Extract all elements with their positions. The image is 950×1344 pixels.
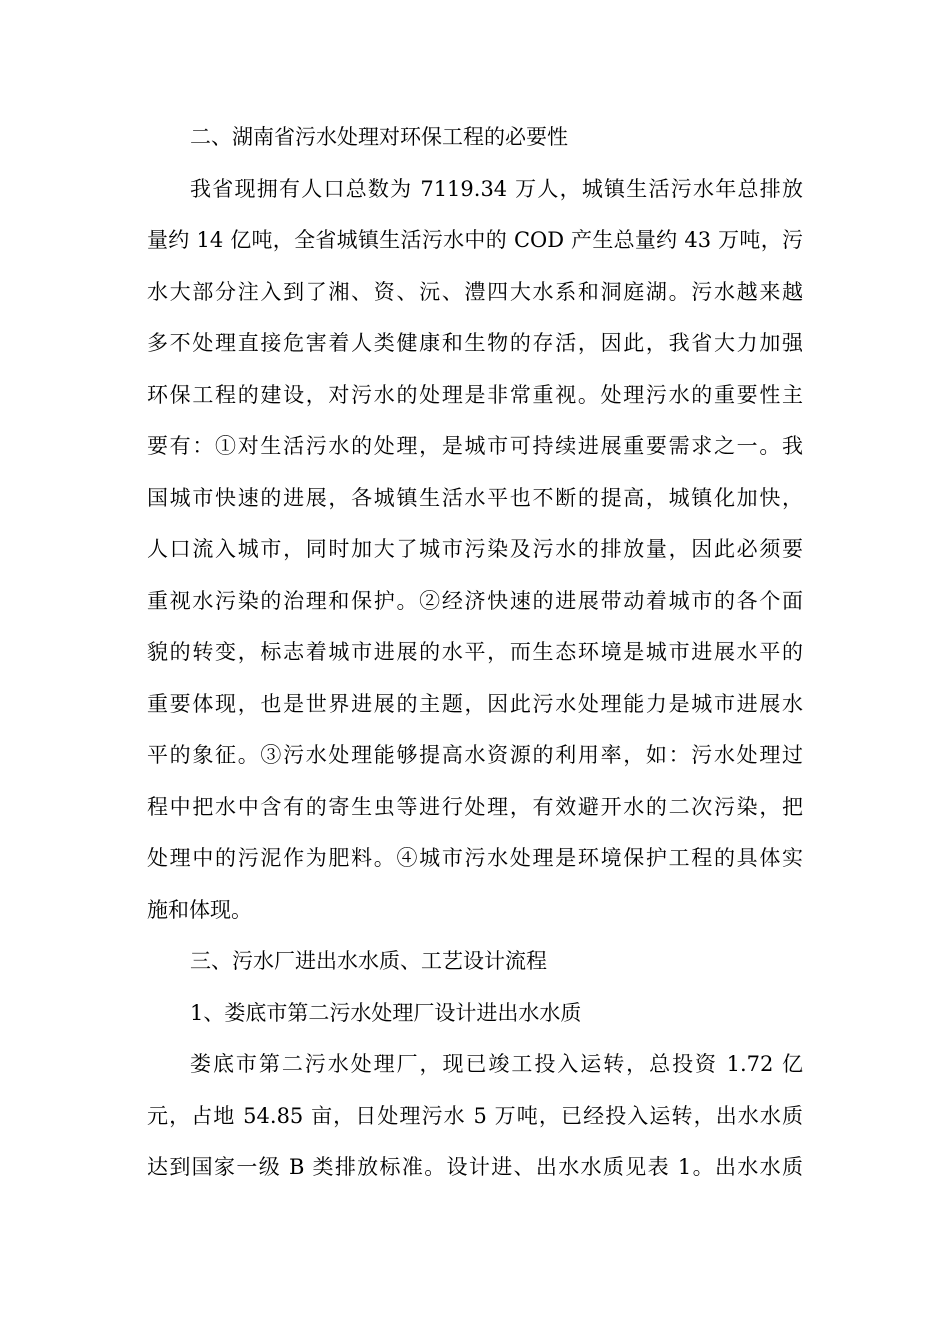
paragraph-line: 水大部分注入到了湘、资、沅、澧四大水系和洞庭湖。污水越来越 bbox=[147, 279, 803, 304]
document-body bbox=[147, 112, 803, 1194]
paragraph-line: 重要体现，也是世界进展的主题，因此污水处理能力是城市进展水 bbox=[147, 691, 803, 716]
paragraph-line: 重视水污染的治理和保护。②经济快速的进展带动着城市的各个面 bbox=[147, 588, 803, 613]
paragraph-line: 貌的转变，标志着城市进展的水平，而生态环境是城市进展水平的 bbox=[147, 640, 803, 664]
paragraph-line: 平的象征。③污水处理能够提高水资源的利用率，如：污水处理过 bbox=[147, 743, 803, 767]
paragraph-line: 施和体现。 bbox=[147, 897, 252, 922]
paragraph-line: 环保工程的建设，对污水的处理是非常重视。处理污水的重要性主 bbox=[147, 382, 803, 407]
paragraph-line: 人口流入城市，同时加大了城市污染及污水的排放量，因此必须要 bbox=[147, 537, 803, 561]
paragraph-line: 国城市快速的进展，各城镇生活水平也不断的提高，城镇化加快， bbox=[147, 485, 803, 510]
paragraph-line: 娄底市第二污水处理厂，现已竣工投入运转，总投资 1.72 亿 bbox=[190, 1052, 803, 1076]
section-heading-2: 二、湖南省污水处理对环保工程的必要性 bbox=[190, 125, 568, 149]
paragraph-line: 量约 14 亿吨，全省城镇生活污水中的 COD 产生总量约 43 万吨，污 bbox=[147, 228, 803, 252]
paragraph-line: 多不处理直接危害着人类健康和生物的存活，因此，我省大力加强 bbox=[147, 331, 803, 355]
paragraph-line: 程中把水中含有的寄生虫等进行处理，有效避开水的二次污染，把 bbox=[147, 794, 803, 819]
paragraph-line: 处理中的污泥作为肥料。④城市污水处理是环境保护工程的具体实 bbox=[147, 846, 803, 870]
subsection-heading-1: 1、娄底市第二污水处理厂设计进出水水质 bbox=[190, 1000, 582, 1025]
paragraph-line: 要有：①对生活污水的处理，是城市可持续进展重要需求之一。我 bbox=[147, 434, 803, 458]
paragraph-line: 达到国家一级 B 类排放标准。设计进、出水水质见表 1。出水水质 bbox=[147, 1155, 803, 1179]
section-heading-3: 三、污水厂进出水水质、工艺设计流程 bbox=[190, 949, 547, 973]
paragraph-line: 元，占地 54.85 亩，日处理污水 5 万吨，已经投入运转，出水水质 bbox=[147, 1103, 803, 1128]
paragraph-line: 我省现拥有人口总数为 7119.34 万人，城镇生活污水年总排放 bbox=[190, 176, 803, 201]
